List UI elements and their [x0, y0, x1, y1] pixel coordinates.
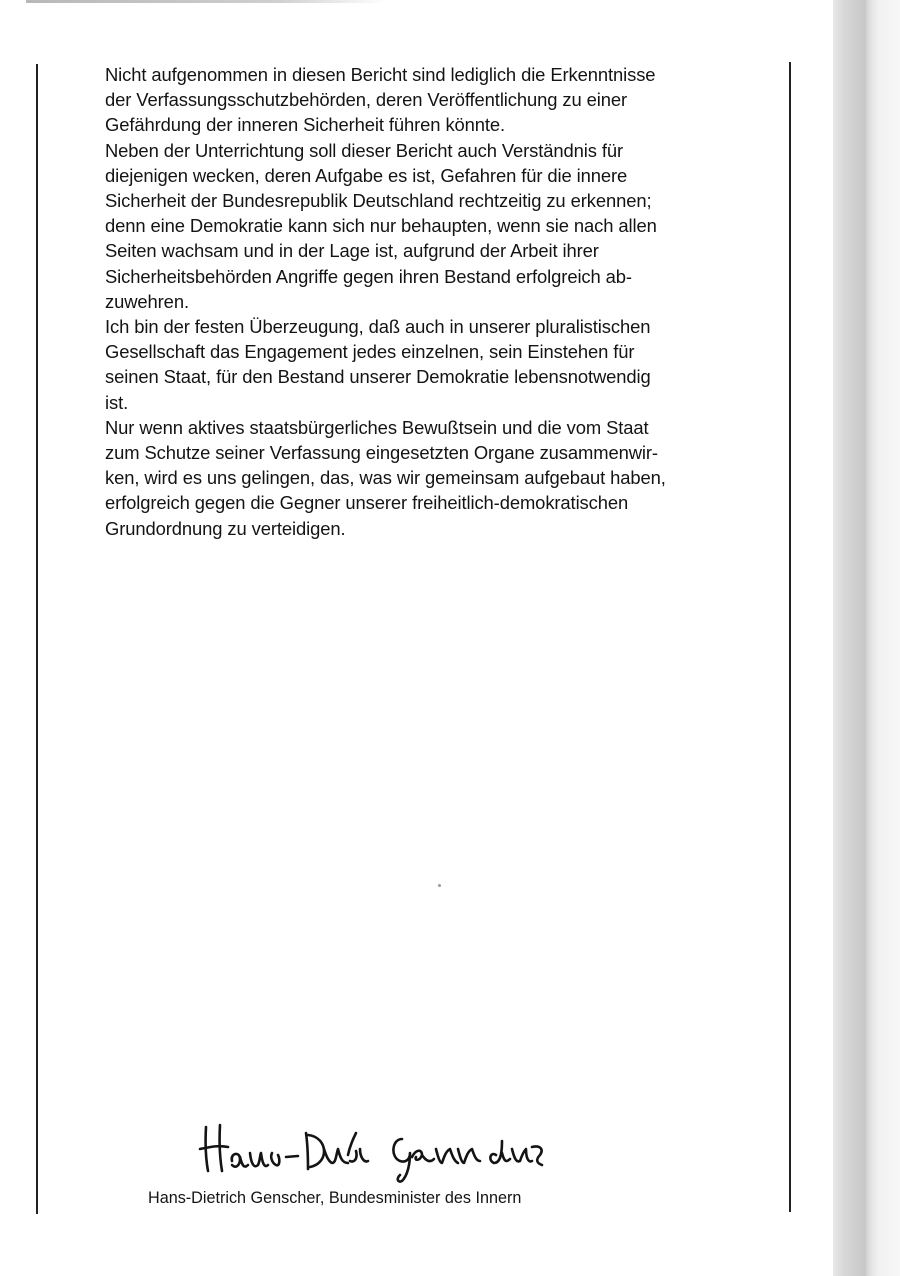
paragraph-4	[105, 415, 745, 541]
scan-right-edge	[866, 0, 900, 1276]
scan-top-edge	[26, 0, 386, 3]
handwritten-signature	[196, 1105, 556, 1185]
text-line: denn eine Demokratie kann sich nur behaupten, wenn sie nach allen	[105, 215, 657, 237]
text-line: Gesellschaft das Engagement jedes einzelnen, sein Einstehen für	[105, 341, 635, 363]
text-line: Neben der Unterrichtung soll dieser Bericht auch Verständnis für	[105, 139, 624, 161]
text-line: der Verfassungsschutzbehörden, deren Veröffentlichung zu einer	[105, 89, 628, 111]
body-text	[105, 62, 745, 541]
text-line: Sicherheitsbehörden Angriffe gegen ihren Bestand erfolgreich ab-	[105, 265, 632, 287]
text-line: diejenigen wecken, deren Aufgabe es ist, Gefahren für die innere	[105, 164, 628, 186]
text-line: zuwehren.	[105, 290, 189, 312]
paragraph-1	[105, 62, 745, 138]
signatory-line: Hans-Dietrich Genscher, Bundesminister des Innern	[148, 1189, 522, 1207]
text-line: ken, wird es uns gelingen, das, was wir gemeinsam aufgebaut haben,	[105, 467, 666, 489]
right-margin-rule	[789, 62, 791, 1212]
left-margin-rule	[36, 64, 38, 1214]
scan-speck	[438, 884, 441, 887]
text-line: Seiten wachsam und in der Lage ist, aufgrund der Arbeit ihrer	[105, 240, 599, 262]
text-line: Nicht aufgenommen in diesen Bericht sind lediglich die Erkenntnisse	[105, 64, 656, 85]
text-line: Grundordnung zu verteidigen.	[105, 517, 346, 539]
text-line: ist.	[105, 391, 129, 413]
text-line: Ich bin der festen Überzeugung, daß auch in unserer pluralistischen	[105, 316, 651, 338]
text-line: erfolgreich gegen die Gegner unserer freiheitlich-demokratischen	[105, 492, 629, 514]
text-line: seinen Staat, für den Bestand unserer Demokratie lebensnotwendig	[105, 366, 651, 388]
text-line: Gefährdung der inneren Sicherheit führen könnte.	[105, 114, 506, 136]
text-line: zum Schutze seiner Verfassung eingesetzten Organe zusammenwir-	[105, 442, 658, 464]
text-line: Nur wenn aktives staatsbürgerliches Bewußtsein und die vom Staat	[105, 416, 649, 438]
text-line: Sicherheit der Bundesrepublik Deutschland rechtzeitig zu erkennen;	[105, 190, 652, 212]
paragraph-3	[105, 314, 745, 415]
paragraph-2	[105, 138, 745, 314]
